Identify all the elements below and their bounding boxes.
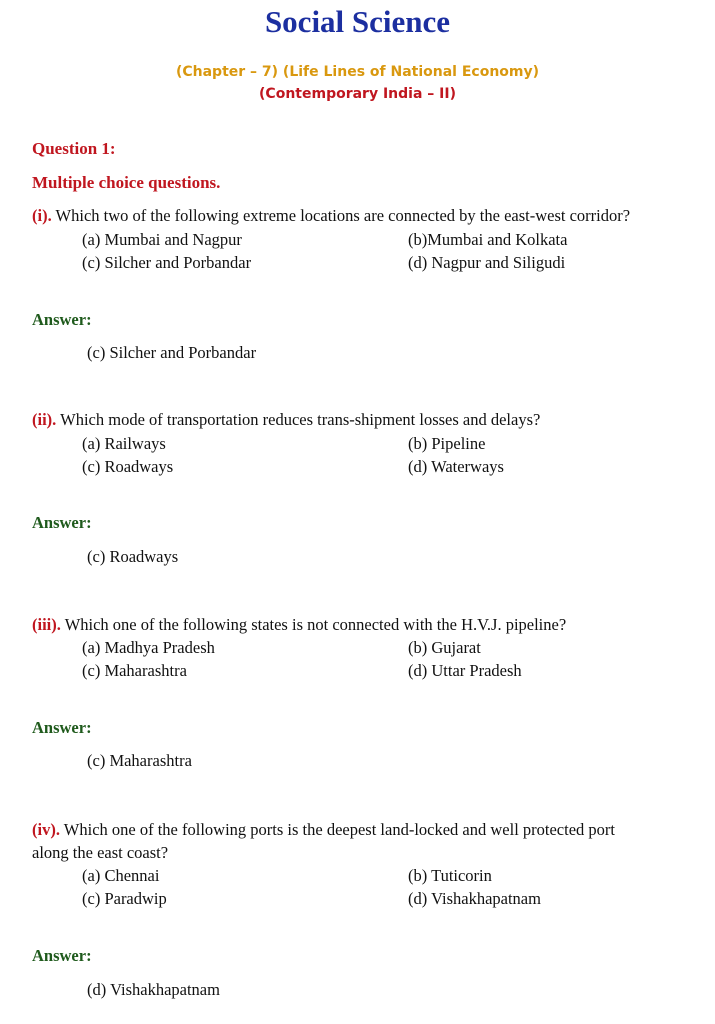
answer-value: (c) Roadways — [87, 547, 179, 566]
question-heading: Question 1: — [32, 139, 116, 158]
question-text: Which two of the following extreme locations are connected by the east-west corridor? — [51, 206, 631, 225]
option-b: (b) Gujarat — [408, 638, 481, 657]
question-3 — [32, 615, 566, 635]
option-c: (c) Maharashtra — [82, 661, 187, 680]
option-c: (c) Paradwip — [82, 889, 167, 908]
option-d: (d) Nagpur and Siligudi — [408, 253, 566, 272]
option-d: (d) Vishakhapatnam — [408, 889, 541, 908]
option-a: (a) Chennai — [82, 866, 160, 885]
question-number: (i). — [32, 206, 52, 225]
answer-value: (c) Silcher and Porbandar — [87, 343, 257, 362]
question-number: (ii). — [32, 410, 57, 429]
section-heading: Multiple choice questions. — [32, 173, 221, 192]
question-text: Which one of the following states is not connected with the H.V.J. pipeline? — [60, 615, 567, 634]
question-number: (iii). — [32, 615, 61, 634]
question-number: (iv). — [32, 820, 60, 839]
answer-label: Answer: — [32, 310, 92, 329]
question-text: Which mode of transportation reduces trans-shipment losses and delays? — [56, 410, 541, 429]
question-text: Which one of the following ports is the deepest land-locked and well protected port — [59, 820, 615, 839]
answer-value: (d) Vishakhapatnam — [87, 980, 220, 999]
question-1 — [32, 206, 630, 226]
option-b: (b) Pipeline — [408, 434, 486, 453]
option-a: (a) Mumbai and Nagpur — [82, 230, 242, 249]
question-text-line2: along the east coast? — [32, 843, 169, 862]
option-b: (b) Tuticorin — [408, 866, 492, 885]
option-a: (a) Railways — [82, 434, 166, 453]
answer-value: (c) Maharashtra — [87, 751, 192, 770]
answer-label: Answer: — [32, 718, 92, 737]
option-b: (b)Mumbai and Kolkata — [408, 230, 568, 249]
page-title: Social Science — [264, 4, 451, 39]
option-d: (d) Uttar Pradesh — [408, 661, 522, 680]
option-c: (c) Silcher and Porbandar — [82, 253, 252, 272]
chapter-subtitle: (Chapter – 7) (Life Lines of National Economy) — [175, 64, 540, 80]
book-subtitle: (Contemporary India – II) — [259, 86, 456, 102]
question-2 — [32, 410, 540, 430]
option-a: (a) Madhya Pradesh — [82, 638, 215, 657]
option-d: (d) Waterways — [408, 457, 504, 476]
question-4 — [32, 820, 615, 840]
option-c: (c) Roadways — [82, 457, 174, 476]
answer-label: Answer: — [32, 946, 92, 965]
answer-label: Answer: — [32, 513, 92, 532]
